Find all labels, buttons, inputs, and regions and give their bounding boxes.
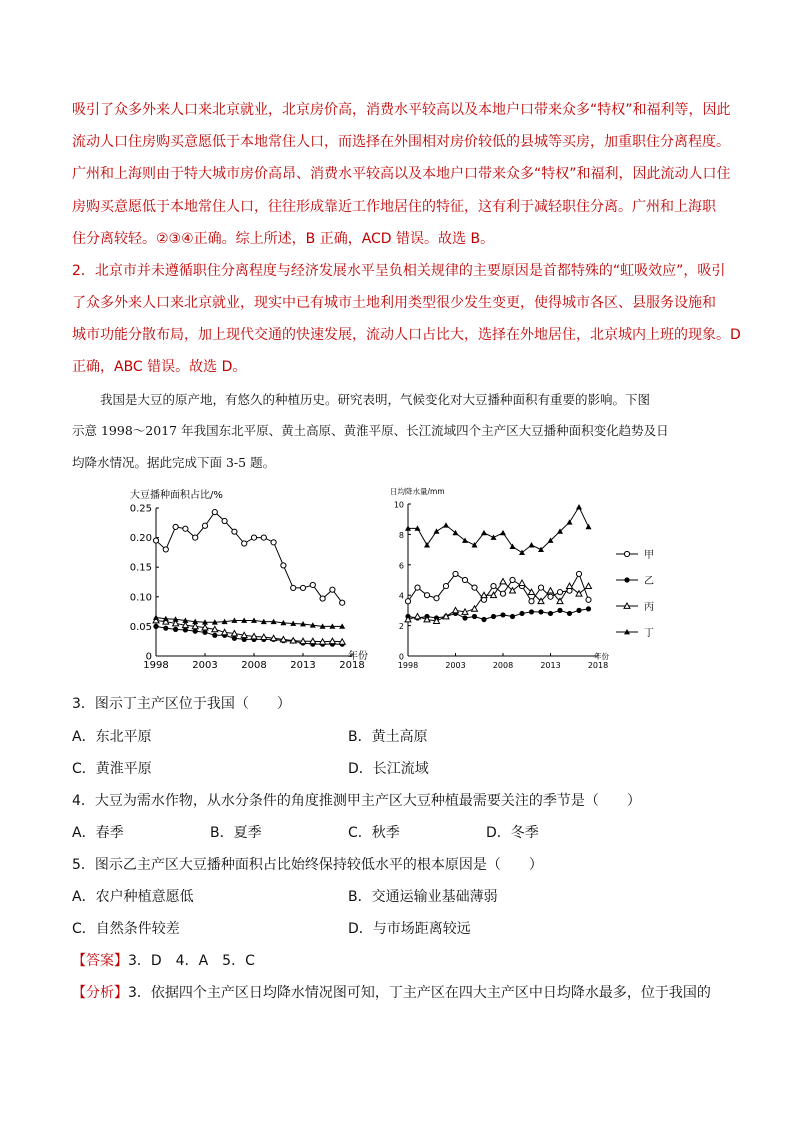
data-point [510,577,515,582]
q3-stem: 3．图示丁主产区位于我国（ ） [72,696,291,712]
q5-option-b[interactable]: B．交通运输业基础薄弱 [348,889,498,905]
data-point [212,510,217,515]
soybean-area-chart [120,484,382,676]
q4-option-a[interactable]: A．春季 [72,825,124,841]
data-point [557,590,562,595]
data-point [310,582,315,587]
x-tick-label: 2008 [492,661,514,670]
data-point [557,608,562,613]
data-point [202,630,207,635]
data-point [153,624,158,629]
y-tick-label: 2 [398,622,404,632]
data-point [510,614,515,619]
data-point [491,614,496,619]
analysis-text-line: 房购买意愿低于本地常住人口，往往形成靠近工作地居住的特征，这有利于减轻职住分离。广州和上海职 [72,199,716,215]
y-axis-label: 大豆播种面积占比/% [130,490,223,501]
q2-analysis-line: 城市功能分散布局，加上现代交通的快速发展，流动人口占比大，选择在外地居住，北京城内上班的现象。D [72,327,741,343]
q4-stem: 4．大豆为需水作物，从水分条件的角度推测甲主产区大豆种植最需要关注的季节是（ ） [72,793,641,809]
data-point [281,563,286,568]
answer-text: 3．D 4．A 5．C [128,953,255,969]
data-point [320,596,325,601]
data-point [453,571,458,576]
x-axis-label: 年份 [348,651,368,662]
data-point [340,600,345,605]
legend-marker [624,551,629,556]
x-tick-label: 2008 [241,660,267,671]
y-tick-label: 0.05 [129,621,152,633]
data-point [548,588,554,593]
data-point [242,541,247,546]
data-point [481,530,487,535]
data-point [576,504,582,509]
legend-marker [624,577,629,582]
data-point [481,617,486,622]
data-point [500,612,505,617]
data-point [183,526,188,531]
analysis-tag: 【分析】 [72,985,128,1001]
x-tick-label: 2013 [290,660,316,671]
analysis-text: 3．依据四个主产区日均降水情况图可知，丁主产区在四大主产区中日均降水最多，位于我国的 [128,985,711,1001]
data-point [415,585,420,590]
data-point [183,627,188,632]
data-point [291,585,296,590]
q3-option-c[interactable]: C．黄淮平原 [72,761,152,777]
data-point [193,535,198,540]
q5-stem: 5．图示乙主产区大豆播种面积占比始终保持较低水平的根本原因是（ ） [72,857,543,873]
data-point [173,524,178,529]
data-point [586,597,591,602]
data-point [193,629,198,634]
data-point [271,540,276,545]
answer-line [72,951,255,971]
intro-text-line: 我国是大豆的原产地，有悠久的种植历史。研究表明，气候变化对大豆播种面积有重要的影响。下图 [100,392,651,407]
data-point [330,587,335,592]
data-point [586,583,592,588]
legend-label: 丁 [644,628,654,639]
data-point [529,609,534,614]
data-point [202,523,207,528]
data-point [173,627,178,632]
data-point [453,607,459,612]
data-point [586,606,591,611]
x-tick-label: 2018 [339,660,365,671]
q2-analysis-line: 2．北京市并未遵循职住分离程度与经济发展水平呈负相关规律的主要原因是首都特殊的“虹吸效应”，吸引 [72,263,726,279]
data-point [443,522,449,527]
x-tick-label: 1998 [397,661,419,670]
q5-option-a[interactable]: A．农户种植意愿低 [72,889,194,905]
data-point [163,626,168,631]
data-point [538,609,543,614]
q5-option-d[interactable]: D．与市场距离较远 [348,921,471,937]
y-tick-label: 0 [145,651,152,663]
x-tick-label: 2003 [192,660,218,671]
data-point [462,615,467,620]
y-tick-label: 0.25 [129,503,152,515]
legend-label: 丙 [644,602,654,613]
data-point [529,599,534,604]
x-tick-label: 2003 [445,661,466,670]
data-point [163,547,168,552]
y-tick-label: 8 [398,530,404,540]
legend-label: 乙 [644,576,654,587]
data-point [232,529,237,534]
analysis-text-line: 住分离较轻。②③④正确。综上所述，B 正确，ACD 错误。故选 B。 [72,231,495,247]
y-tick-label: 10 [393,500,404,510]
y-tick-label: 0.15 [129,562,152,574]
data-point [153,538,158,543]
q3-option-a[interactable]: A．东北平原 [72,729,152,745]
data-point [472,614,477,619]
data-point [153,615,159,620]
data-point [491,534,497,539]
series-line [156,512,342,603]
y-tick-label: 0.20 [129,533,152,545]
data-point [586,524,592,529]
analysis-text-line: 吸引了众多外来人口来北京就业，北京房价高，消费水平较高以及本地户口带来众多“特权”和福利等，因此 [72,102,731,118]
data-point [424,593,429,598]
data-point [576,608,581,613]
answer-tag: 【答案】 [72,953,128,969]
y-tick-label: 4 [398,591,404,601]
data-point [576,571,581,576]
data-point [472,585,477,590]
data-point [529,542,535,547]
series-line [408,507,589,553]
data-point [500,591,505,596]
data-point [222,518,227,523]
q5-option-c[interactable]: C．自然条件较差 [72,921,180,937]
data-point [491,583,496,588]
data-point [261,535,266,540]
data-point [567,583,573,588]
data-point [405,599,410,604]
q4-option-b[interactable]: B．夏季 [210,825,262,841]
q3-option-d[interactable]: D．长江流域 [348,761,429,777]
data-point [232,636,237,641]
data-point [500,530,506,535]
analysis-text-line: 流动人口住房购买意愿低于本地常住人口，而选择在外围相对房价较低的县城等买房，加重职住分离程度。 [72,134,730,150]
q4-option-d[interactable]: D．冬季 [486,825,539,841]
q4-option-c[interactable]: C．秋季 [348,825,400,841]
analysis-text-line: 广州和上海则由于特大城市房价高昂、消费水平较高以及本地户口带来众多“特权”和福利，因此流动人口住 [72,166,731,182]
q3-option-b[interactable]: B．黄土高原 [348,729,428,745]
data-point [251,535,256,540]
data-point [567,611,572,616]
data-point [500,579,506,584]
intro-text-line: 均降水情况。据此完成下面 3-5 题。 [72,455,276,470]
data-point [538,585,543,590]
x-tick-label: 2018 [587,661,609,670]
legend-label: 甲 [644,550,654,561]
q2-analysis-line: 了众多外来人口来北京就业，现实中已有城市土地利用类型很少发生变更，使得城市各区、县服务设施和 [72,295,716,311]
x-axis-label: 年份 [594,652,609,661]
data-point [567,519,573,524]
intro-text-line: 示意 1998～2017 年我国东北平原、黄土高原、黄淮平原、长江流域四个主产区大豆播种面积变化趋势及日 [72,423,669,438]
x-tick-label: 2013 [540,661,561,670]
data-point [548,611,553,616]
y-tick-label: 0 [398,652,404,662]
data-point [443,583,448,588]
precipitation-chart [388,484,678,676]
data-point [300,585,305,590]
analysis-line [72,983,711,1003]
data-point [212,633,217,638]
data-point [548,594,553,599]
data-point [519,580,525,585]
data-point [519,611,524,616]
data-point [434,596,439,601]
data-point [462,577,467,582]
y-tick-label: 6 [398,561,404,571]
y-axis-label: 日均降水量/mm [390,487,445,496]
y-tick-label: 0.10 [129,592,152,604]
data-point [415,613,421,618]
x-tick-label: 1998 [143,660,169,671]
q2-analysis-line: 正确，ABC 错误。故选 D。 [72,359,247,375]
data-point [434,528,440,533]
